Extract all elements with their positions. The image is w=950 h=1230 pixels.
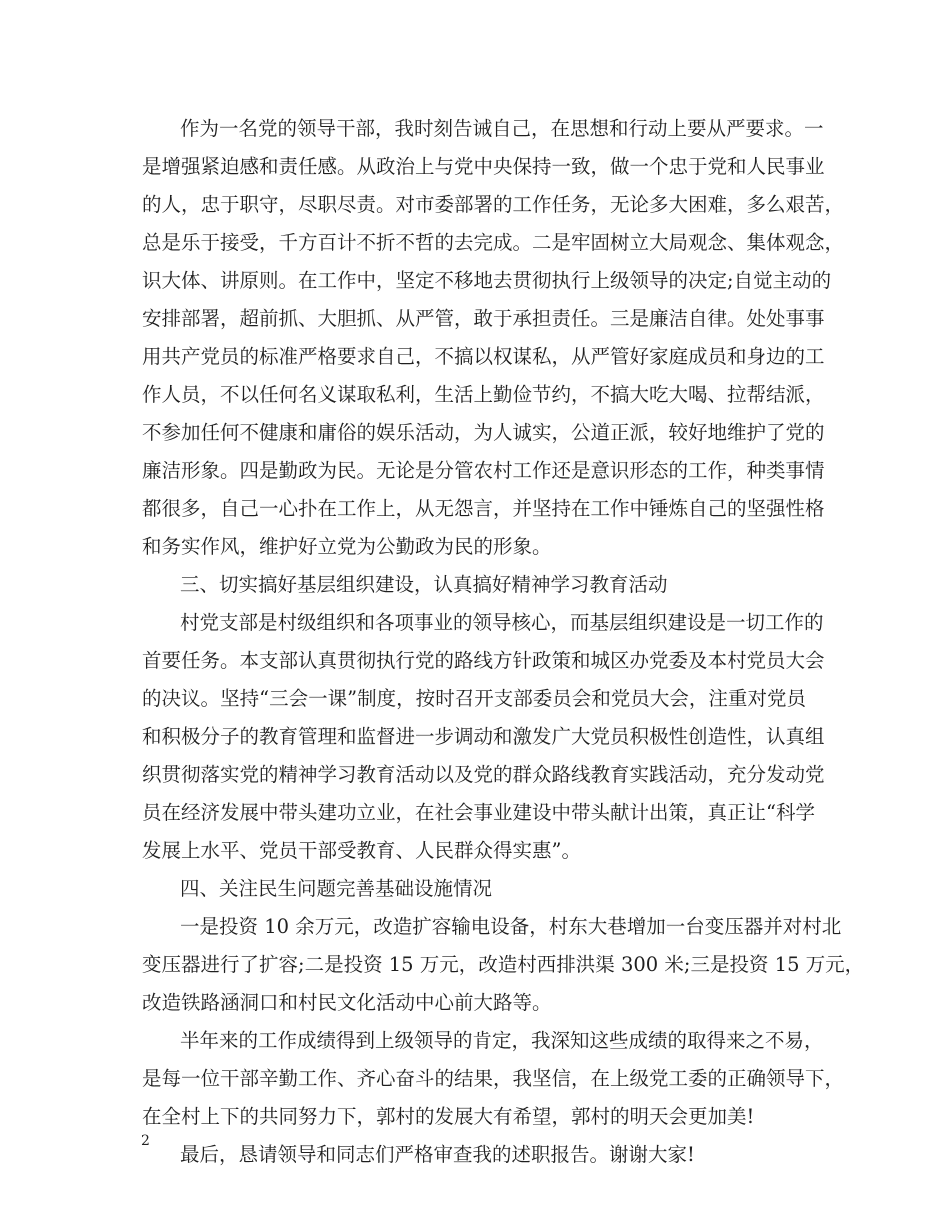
text-line: 安排部署，超前抓、大胆抓、从严管，敢于承担责任。三是廉洁自律。处处事事 xyxy=(142,307,825,330)
text-line: 半年来的工作成绩得到上级领导的肯定，我深知这些成绩的取得来之不易， xyxy=(180,1029,824,1052)
text-line: 都很多，自己一心扑在工作上，从无怨言，并坚持在工作中锤炼自己的坚强性格 xyxy=(142,497,825,520)
text-line: 首要任务。本支部认真贯彻执行党的路线方针政策和城区办党委及本村党员大会 xyxy=(142,649,825,672)
text-line: 识大体、讲原则。在工作中，坚定不移地去贯彻执行上级领导的决定;自觉主动的 xyxy=(142,269,832,292)
text-line: 的人，忠于职守，尽职尽责。对市委部署的工作任务，无论多大困难，多么艰苦， xyxy=(142,193,845,216)
page-number: 2 xyxy=(141,1133,150,1149)
text-line: 的决议。坚持“三会一课”制度，按时召开支部委员会和党员大会，注重对党员 xyxy=(142,687,806,710)
text-line: 作为一名党的领导干部，我时刻告诫自己，在思想和行动上要从严要求。一 xyxy=(180,117,824,140)
text-line: 一是投资 10 余万元，改造扩容输电设备，村东大巷增加一台变压器并对村北 xyxy=(180,915,842,938)
text-line: 总是乐于接受，千方百计不折不哲的去完成。二是牢固树立大局观念、集体观念， xyxy=(142,231,845,254)
text-line: 织贯彻落实党的精神学习教育活动以及党的群众路线教育实践活动，充分发动党 xyxy=(142,763,825,786)
text-line: 作人员，不以任何名义谋取私利，生活上勤俭节约，不搞大吃大喝、拉帮结派， xyxy=(142,383,825,406)
text-line: 改造铁路涵洞口和村民文化活动中心前大路等。 xyxy=(142,991,552,1014)
text-line: 和务实作风，维护好立党为公勤政为民的形象。 xyxy=(142,535,552,558)
section-heading: 四、关注民生问题完善基础设施情况 xyxy=(180,877,493,900)
text-line: 是增强紧迫感和责任感。从政治上与党中央保持一致，做一个忠于党和人民事业 xyxy=(142,155,825,178)
text-line: 廉洁形象。四是勤政为民。无论是分管农村工作还是意识形态的工作，种类事情 xyxy=(142,459,825,482)
text-line: 是每一位干部辛勤工作、齐心奋斗的结果，我坚信，在上级党工委的正确领导下， xyxy=(142,1067,845,1090)
text-line: 和积极分子的教育管理和监督进一步调动和激发广大党员积极性创造性，认真组 xyxy=(142,725,825,748)
section-heading: 三、切实搞好基层组织建设，认真搞好精神学习教育活动 xyxy=(180,573,668,596)
text-line: 不参加任何不健康和庸俗的娱乐活动，为人诚实，公道正派，较好地维护了党的 xyxy=(142,421,825,444)
text-line: 员在经济发展中带头建功立业，在社会事业建设中带头献计出策，真正让“科学 xyxy=(142,801,815,824)
closing-line: 最后，恳请领导和同志们严格审查我的述职报告。谢谢大家! xyxy=(180,1143,695,1166)
text-line: 村党支部是村级组织和各项事业的领导核心，而基层组织建设是一切工作的 xyxy=(180,611,824,634)
text-line: 发展上水平、党员干部受教育、人民群众得实惠”。 xyxy=(142,839,581,862)
text-line: 在全村上下的共同努力下，郭村的发展大有希望，郭村的明天会更加美! xyxy=(142,1105,755,1128)
text-line: 变压器进行了扩容;二是投资 15 万元，改造村西排洪渠 300 米;三是投资 15 万元， xyxy=(142,953,865,976)
text-line: 用共产党员的标准严格要求自己，不搞以权谋私，从严管好家庭成员和身边的工 xyxy=(142,345,825,368)
